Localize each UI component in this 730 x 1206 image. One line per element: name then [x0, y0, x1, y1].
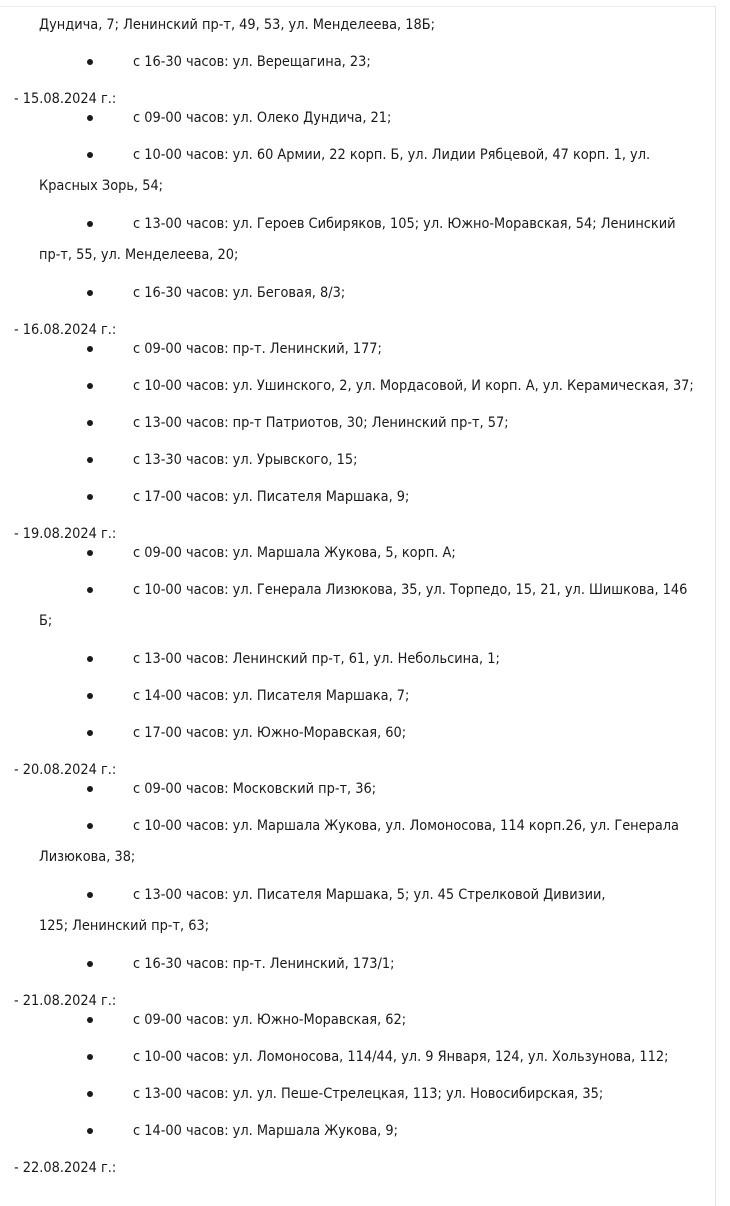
bullet-icon — [87, 346, 93, 352]
list-item: с 14-00 часов: ул. Маршала Жукова, 9; — [133, 1123, 398, 1139]
bullet-icon — [87, 786, 93, 792]
list-item-continuation: Красных Зорь, 54; — [39, 178, 164, 194]
date-heading: - 21.08.2024 г.: — [14, 993, 117, 1009]
list-item: с 13-30 часов: ул. Урывского, 15; — [133, 452, 358, 468]
intro-line: Дундича, 7; Ленинский пр-т, 49, 53, ул. Менделеева, 18Б; — [39, 17, 435, 33]
list-item: с 10-00 часов: ул. Маршала Жукова, ул. Ломоносова, 114 корп.26, ул. Генерала — [133, 818, 679, 834]
list-item-continuation: Лизюкова, 38; — [39, 849, 136, 865]
bullet-icon — [87, 115, 93, 121]
date-heading: - 20.08.2024 г.: — [14, 762, 117, 778]
date-heading: - 22.08.2024 г.: — [14, 1160, 117, 1176]
list-item: с 13-00 часов: Ленинский пр-т, 61, ул. Небольсина, 1; — [133, 651, 500, 667]
list-item: с 13-00 часов: пр-т Патриотов, 30; Ленинский пр-т, 57; — [133, 415, 509, 431]
bullet-icon — [87, 656, 93, 662]
bullet-icon — [87, 152, 93, 158]
bullet-icon — [87, 290, 93, 296]
date-heading: - 15.08.2024 г.: — [14, 91, 117, 107]
bullet-icon — [87, 587, 93, 593]
bullet-icon — [87, 730, 93, 736]
bullet-icon — [87, 383, 93, 389]
bullet-icon — [87, 550, 93, 556]
bullet-icon — [87, 1017, 93, 1023]
list-item: с 16-30 часов: ул. Верещагина, 23; — [133, 54, 371, 70]
bullet-icon — [87, 59, 93, 65]
bullet-icon — [87, 494, 93, 500]
list-item: с 10-00 часов: ул. 60 Армии, 22 корп. Б, ул. Лидии Рябцевой, 47 корп. 1, ул. — [133, 147, 651, 163]
list-item: с 13-00 часов: ул. Писателя Маршака, 5; ул. 45 Стрелковой Дивизии, — [133, 887, 606, 903]
list-item: с 09-00 часов: пр-т. Ленинский, 177; — [133, 341, 382, 357]
list-item: с 13-00 часов: ул. Героев Сибиряков, 105; ул. Южно-Моравская, 54; Ленинский — [133, 216, 676, 232]
list-item: с 09-00 часов: Московский пр-т, 36; — [133, 781, 377, 797]
bullet-icon — [87, 1091, 93, 1097]
list-item: с 10-00 часов: ул. Ушинского, 2, ул. Мордасовой, И корп. А, ул. Керамическая, 37; — [133, 378, 694, 394]
date-heading: - 19.08.2024 г.: — [14, 526, 117, 542]
list-item: с 09-00 часов: ул. Южно-Моравская, 62; — [133, 1012, 407, 1028]
bullet-icon — [87, 823, 93, 829]
date-heading: - 16.08.2024 г.: — [14, 322, 117, 338]
list-item: с 16-30 часов: ул. Беговая, 8/3; — [133, 285, 346, 301]
bullet-icon — [87, 892, 93, 898]
bullet-icon — [87, 457, 93, 463]
list-item: с 16-30 часов: пр-т. Ленинский, 173/1; — [133, 956, 395, 972]
list-item: с 14-00 часов: ул. Писателя Маршака, 7; — [133, 688, 410, 704]
bullet-icon — [87, 221, 93, 227]
list-item: с 10-00 часов: ул. Генерала Лизюкова, 35, ул. Торпедо, 15, 21, ул. Шишкова, 146 — [133, 582, 688, 598]
list-item: с 10-00 часов: ул. Ломоносова, 114/44, ул. 9 Января, 124, ул. Хользунова, 112; — [133, 1049, 669, 1065]
list-item: с 17-00 часов: ул. Южно-Моравская, 60; — [133, 725, 407, 741]
bullet-icon — [87, 961, 93, 967]
bullet-icon — [87, 420, 93, 426]
bullet-icon — [87, 1128, 93, 1134]
bullet-icon — [87, 1054, 93, 1060]
list-item: с 09-00 часов: ул. Олеко Дундича, 21; — [133, 110, 392, 126]
list-item-continuation: Б; — [39, 613, 53, 629]
list-item-continuation: пр-т, 55, ул. Менделеева, 20; — [39, 247, 239, 263]
list-item-continuation: 125; Ленинский пр-т, 63; — [39, 918, 210, 934]
list-item: с 09-00 часов: ул. Маршала Жукова, 5, корп. А; — [133, 545, 456, 561]
list-item: с 17-00 часов: ул. Писателя Маршака, 9; — [133, 489, 410, 505]
bullet-icon — [87, 693, 93, 699]
list-item: с 13-00 часов: ул. ул. Пеше-Стрелецкая, 113; ул. Новосибирская, 35; — [133, 1086, 604, 1102]
